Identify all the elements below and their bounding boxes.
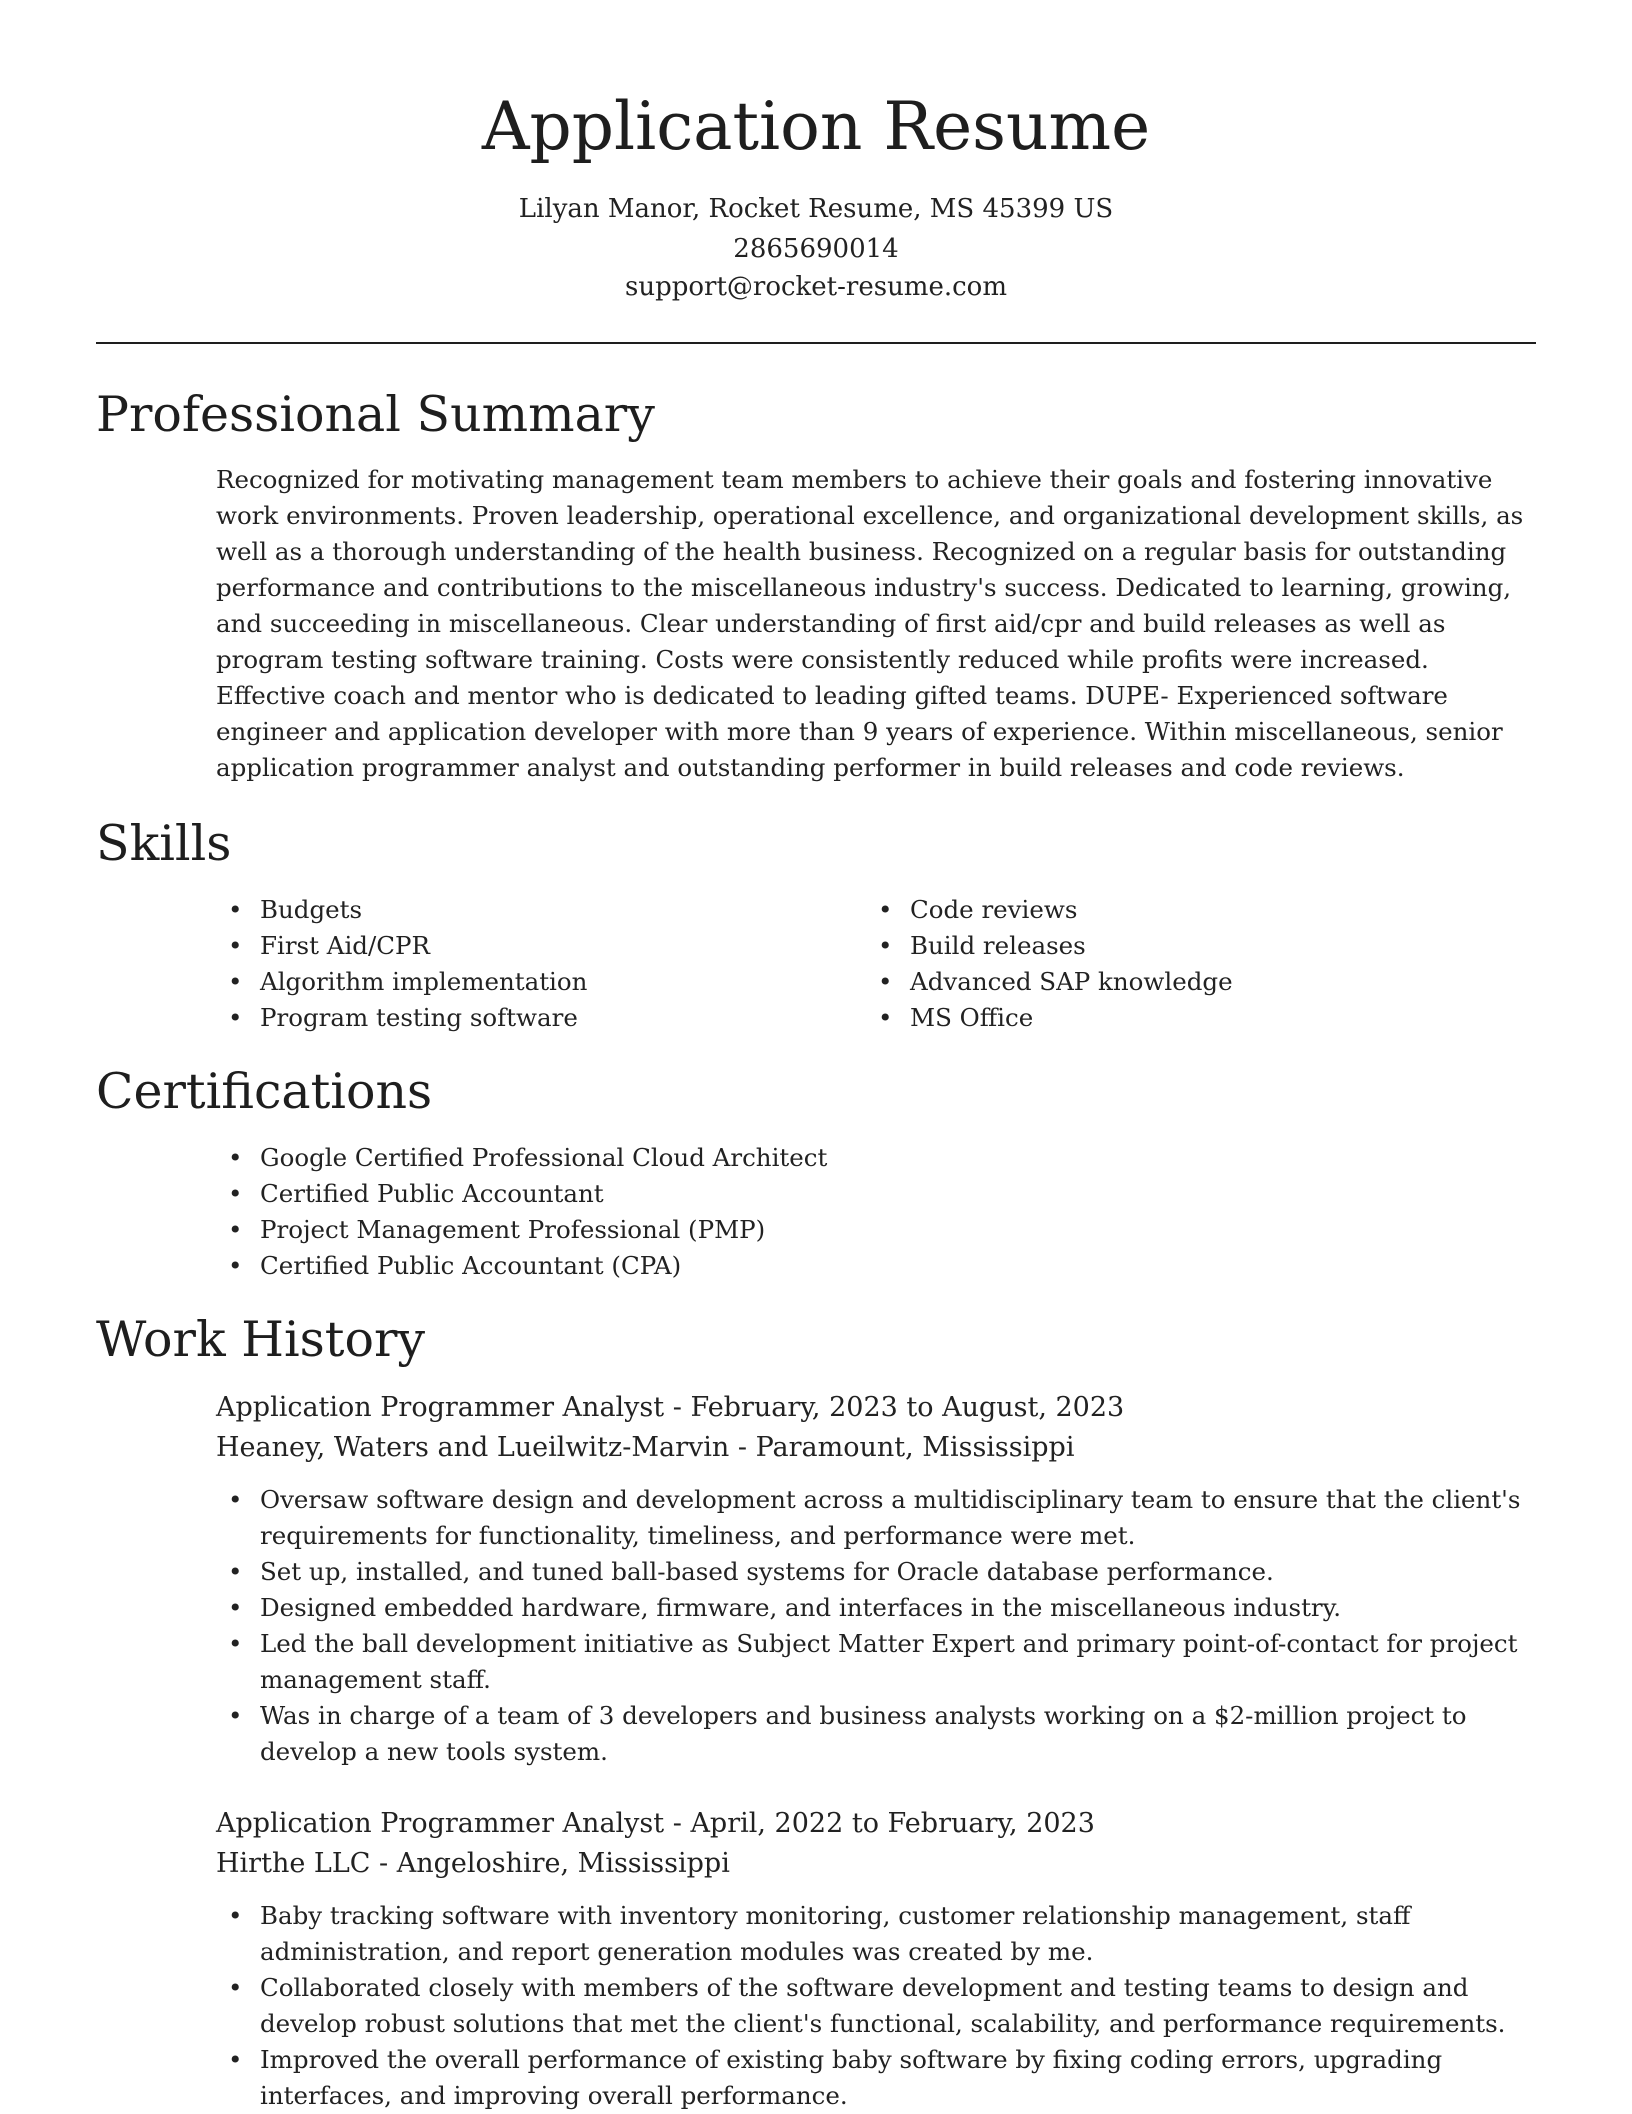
job-bullet: • Improved the overall performance of existing baby software by fixing coding errors, upgrading interfaces, and improving overall performance.: [216, 2042, 1536, 2114]
certification-item: • Google Certified Professional Cloud Architect: [216, 1140, 1536, 1176]
separator: -: [729, 1432, 756, 1463]
skill-item: • Program testing software: [216, 1000, 816, 1036]
contact-email: support@rocket-resume.com: [624, 272, 1007, 302]
certifications-list: [216, 1140, 1536, 1284]
job-title: Application Programmer Analyst: [216, 1808, 665, 1839]
section-title-certifications: Certifications: [96, 1063, 433, 1120]
job-bullet: • Oversaw software design and development across a multidisciplinary team to ensure that the client's requirements for functionality, timeliness, and performance were met.: [216, 1482, 1536, 1554]
professional-summary-text: Recognized for motivating management team members to achieve their goals and fostering innovative work environments. Proven leadership, operational excellence, and organizational development skills, as well as a thorough understanding of the health business. Recognized on a regular basis for outstanding performance and contributions to the miscellaneous industry's success. Dedicated to learning, growing, and succeeding in miscellaneous. Clear understanding of first aid/cpr and build releases as well as program testing software training. Costs were consistently reduced while profits were increased. Effective coach and mentor who is dedicated to leading gifted teams. DUPE- Experienced software engineer and application developer with more than 9 years of experience. Within miscellaneous, senior application programmer analyst and outstanding performer in build releases and code reviews.: [216, 465, 1524, 782]
job-location: Paramount, Mississippi: [755, 1432, 1075, 1463]
skill-item: • Code reviews: [866, 892, 1506, 928]
job-location: Angeloshire, Mississippi: [396, 1848, 730, 1879]
resume-title: Application Resume: [481, 88, 1151, 165]
skill-item: • MS Office: [866, 1000, 1506, 1036]
job-2-company-line: [216, 1844, 730, 1884]
job-bullet: • Was in charge of a team of 3 developers and business analysts working on a $2-million project to develop a new tools system.: [216, 1698, 1536, 1770]
separator: -: [370, 1848, 397, 1879]
header-divider: [96, 342, 1536, 344]
job-1-responsibilities: [216, 1482, 1536, 1770]
separator: -: [664, 1392, 691, 1423]
job-company: Hirthe LLC: [216, 1848, 371, 1879]
job-company: Heaney, Waters and Lueilwitz-Marvin: [216, 1432, 730, 1463]
certification-item: • Project Management Professional (PMP): [216, 1212, 1536, 1248]
skill-item: • Build releases: [866, 928, 1506, 964]
job-bullet: • Baby tracking software with inventory monitoring, customer relationship management, staff administration, and report generation modules was created by me.: [216, 1898, 1536, 1970]
job-dates: April, 2022 to February, 2023: [690, 1808, 1095, 1839]
contact-phone: 2865690014: [733, 234, 899, 264]
certification-item: • Certified Public Accountant (CPA): [216, 1248, 1536, 1284]
job-1-company-line: [216, 1428, 1074, 1468]
job-2-responsibilities: [216, 1898, 1536, 2114]
job-bullet: • Collaborated closely with members of the software development and testing teams to design and develop robust solutions that met the client's functional, scalability, and performance requirements.: [216, 1970, 1536, 2042]
section-title-work-history: Work History: [96, 1311, 426, 1368]
section-title-professional-summary: Professional Summary: [96, 386, 655, 443]
skill-item: • Algorithm implementation: [216, 964, 816, 1000]
job-title: Application Programmer Analyst: [216, 1392, 665, 1423]
skills-list-left: [216, 892, 816, 1036]
job-bullet: • Designed embedded hardware, firmware, and interfaces in the miscellaneous industry.: [216, 1590, 1536, 1626]
contact-address: Lilyan Manor, Rocket Resume, MS 45399 US: [518, 194, 1114, 224]
job-dates: February, 2023 to August, 2023: [690, 1392, 1125, 1423]
skill-item: • Budgets: [216, 892, 816, 928]
section-title-skills: Skills: [96, 815, 232, 872]
skills-list-right: [866, 892, 1506, 1036]
job-bullet: • Led the ball development initiative as Subject Matter Expert and primary point-of-contact for project management staff.: [216, 1626, 1536, 1698]
separator: -: [664, 1808, 691, 1839]
job-1-title-line: [216, 1388, 1124, 1428]
certification-item: • Certified Public Accountant: [216, 1176, 1536, 1212]
job-2-title-line: [216, 1804, 1095, 1844]
skill-item: • Advanced SAP knowledge: [866, 964, 1506, 1000]
skill-item: • First Aid/CPR: [216, 928, 816, 964]
job-bullet: • Set up, installed, and tuned ball-based systems for Oracle database performance.: [216, 1554, 1536, 1590]
